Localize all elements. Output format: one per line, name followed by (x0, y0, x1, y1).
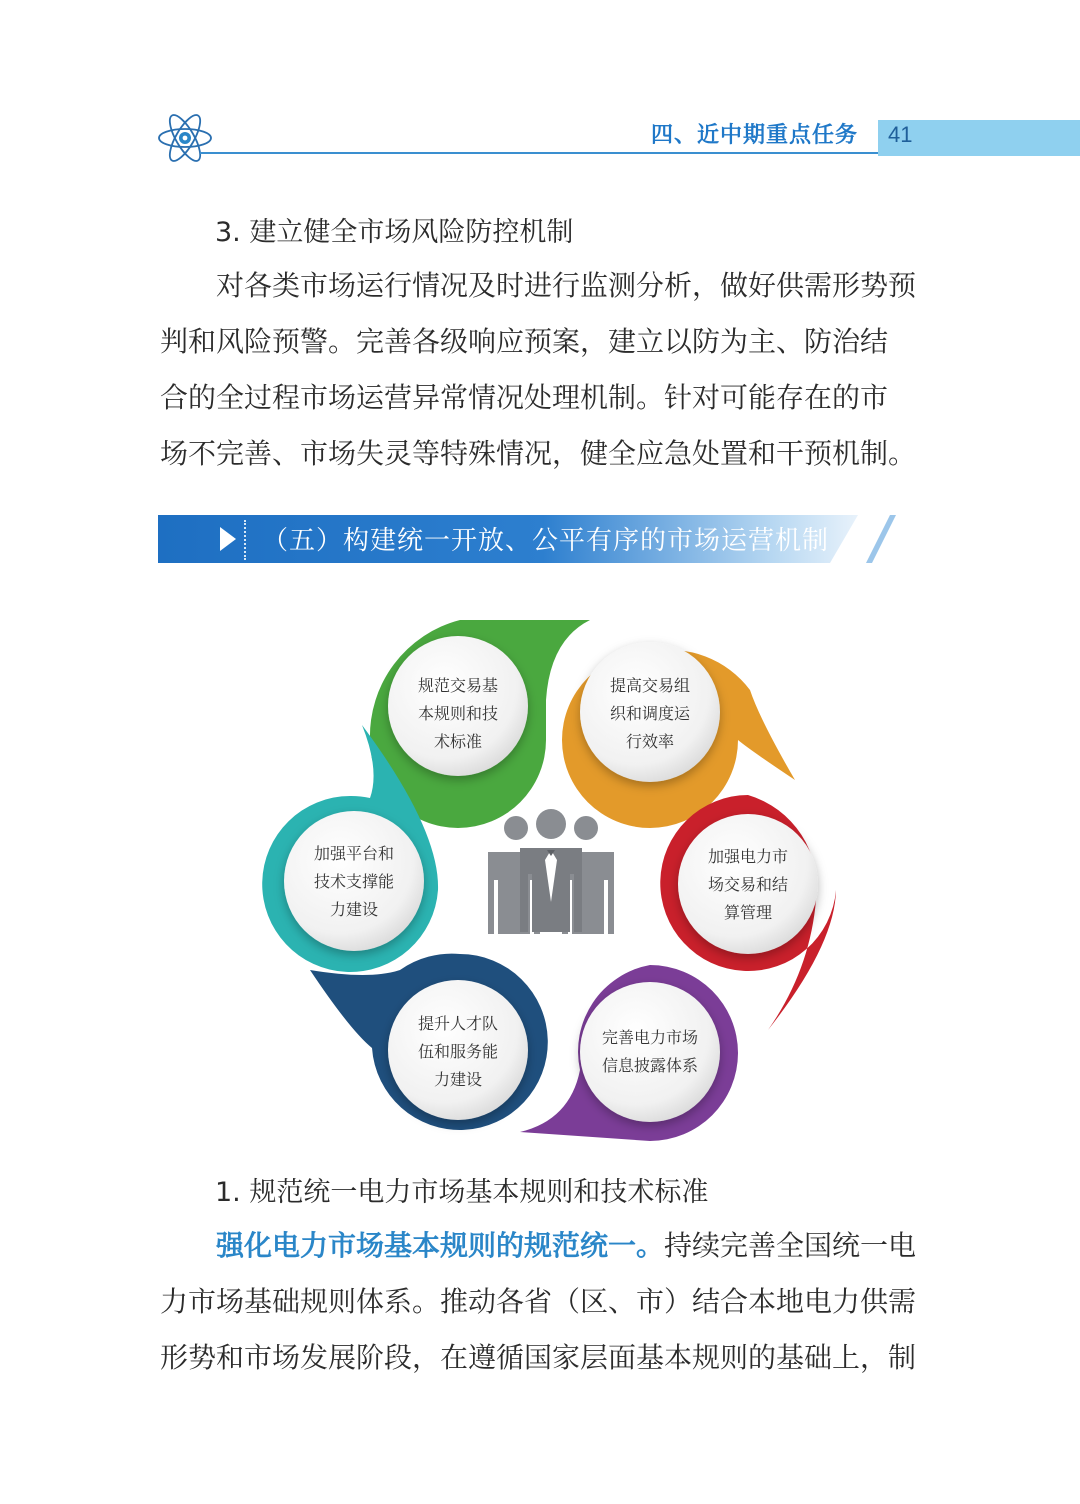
page-number: 41 (888, 122, 913, 147)
tasks-diagram (250, 600, 850, 1160)
paragraph-line: 形势和市场发展阶段，在遵循国家层面基本规则的基础上，制 (160, 1341, 917, 1374)
play-triangle-icon (220, 527, 236, 551)
banner-title: （五）构建统一开放、公平有序的市场运营机制 (262, 526, 830, 556)
node-orange-label: 提高交易组 织和调度运 行效率 (609, 676, 690, 751)
paragraph-line: 力市场基础规则体系。推动各省（区、市）结合本地电力供需 (160, 1285, 917, 1318)
subsection-heading-3: 3. 建立健全市场风险防控机制 (215, 217, 574, 248)
paragraph-rules (160, 1218, 950, 1386)
banner-slash (862, 515, 898, 563)
line-rest: 持续完善全国统一电 (664, 1229, 917, 1262)
node-red-label: 加强电力市 场交易和结 算管理 (707, 847, 788, 922)
banner-divider (244, 520, 246, 560)
lead-phrase: 强化电力市场基本规则的规范统一。 (216, 1229, 665, 1262)
section-title: 四、近中期重点任务 (650, 123, 858, 148)
subsection-heading-1: 1. 规范统一电力市场基本规则和技术标准 (215, 1177, 709, 1208)
paragraph-line: 对各类市场运行情况及时进行监测分析，做好供需形势预 (216, 269, 917, 302)
node-green-label: 规范交易基 本规则和技 术标准 (417, 676, 498, 751)
paragraph-line: 判和风险预警。完善各级响应预案，建立以防为主、防治结 (160, 325, 889, 358)
node-navy-label: 提升人才队 伍和服务能 力建设 (417, 1014, 498, 1089)
node-purple-label: 完善电力市场 信息披露体系 (601, 1028, 698, 1075)
paragraph-risk-control (160, 258, 950, 482)
people-group-icon (488, 809, 614, 934)
node-teal-label: 加强平台和 技术支撑能 力建设 (313, 844, 394, 919)
atom-icon (156, 104, 214, 168)
paragraph-line: 场不完善、市场失灵等特殊情况，健全应急处置和干预机制。 (160, 437, 917, 470)
paragraph-line (160, 1218, 950, 1274)
header-rule (200, 152, 878, 154)
paragraph-line: 合的全过程市场运营异常情况处理机制。针对可能存在的市 (160, 381, 889, 414)
